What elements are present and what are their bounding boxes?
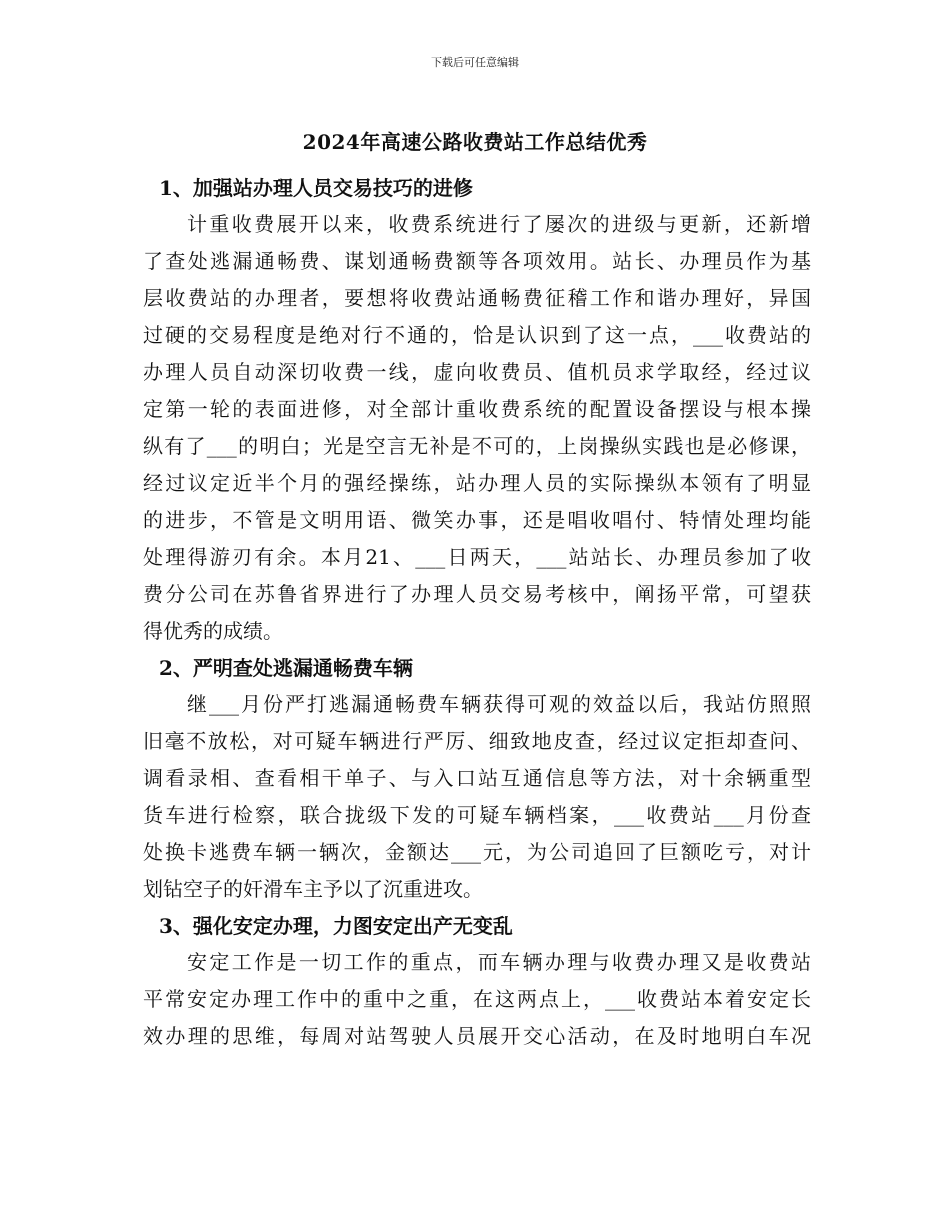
section-paragraph	[143, 944, 811, 1055]
paragraph-line: 费分公司在苏鲁省界进行了办理人员交易考核中，阐扬平常，可望获	[143, 582, 811, 606]
section-paragraph	[143, 206, 811, 650]
paragraph-line: 层收费站的办理者，要想将收费站通畅费征稽工作和谐办理好，异国	[143, 286, 811, 310]
paragraph-line: 处换卡逃费车辆一辆次，金额达___元，为公司追回了巨额吃亏，对计	[143, 840, 811, 864]
paragraph-line: 得优秀的成绩。	[143, 619, 283, 643]
paragraph-line: 继___月份严打逃漏通畅费车辆获得可观的效益以后，我站仿照照	[187, 692, 811, 716]
paragraph-line: 计重收费展开以来，收费系统进行了屡次的进级与更新，还新增	[187, 212, 811, 236]
paragraph-line: 货车进行检察，联合拢级下发的可疑车辆档案，___收费站___月份查	[143, 803, 811, 827]
paragraph-line: 调看录相、查看相干单子、与入口站互通信息等方法，对十余辆重型	[143, 766, 811, 790]
section-heading: 3、强化安定办理，力图安定出产无变乱	[159, 914, 513, 938]
paragraph-line: 处理得游刃有余。本月21、___日两天，___站站长、办理员参加了收	[143, 545, 811, 569]
paragraph-line: 划钻空子的奸滑车主予以了沉重进攻。	[143, 877, 483, 901]
document-body	[143, 170, 811, 1055]
paragraph-line: 平常安定办理工作中的重中之重，在这两点上，___收费站本着安定长	[143, 987, 811, 1011]
section-heading: 1、加强站办理人员交易技巧的进修	[159, 176, 473, 200]
paragraph-line: 定第一轮的表面进修，对全部计重收费系统的配置设备摆设与根本操	[143, 397, 811, 421]
header-note: 下载后可任意编辑	[431, 56, 519, 69]
section-paragraph	[143, 686, 811, 908]
document-title: 2024年高速公路收费站工作总结优秀	[302, 130, 648, 154]
paragraph-line: 旧毫不放松，对可疑车辆进行严厉、细致地皮查，经过议定拒却查问、	[143, 729, 811, 753]
paragraph-line: 了查处逃漏通畅费、谋划通畅费额等各项效用。站长、办理员作为基	[143, 249, 811, 273]
section-heading: 2、严明查处逃漏通畅费车辆	[159, 656, 413, 680]
paragraph-line: 的进步，不管是文明用语、微笑办事，还是唱收唱付、特情处理均能	[143, 508, 811, 532]
paragraph-line: 过硬的交易程度是绝对行不通的，恰是认识到了这一点，___收费站的	[143, 323, 811, 347]
paragraph-line: 经过议定近半个月的强经操练，站办理人员的实际操纵本领有了明显	[143, 471, 811, 495]
paragraph-line: 纵有了___的明白；光是空言无补是不可的，上岗操纵实践也是必修课，	[143, 434, 811, 458]
paragraph-line: 办理人员自动深切收费一线，虚向收费员、值机员求学取经，经过议	[143, 360, 811, 384]
paragraph-line: 安定工作是一切工作的重点，而车辆办理与收费办理又是收费站	[187, 950, 811, 974]
paragraph-line: 效办理的思维，每周对站驾驶人员展开交心活动，在及时地明白车况	[143, 1024, 811, 1048]
